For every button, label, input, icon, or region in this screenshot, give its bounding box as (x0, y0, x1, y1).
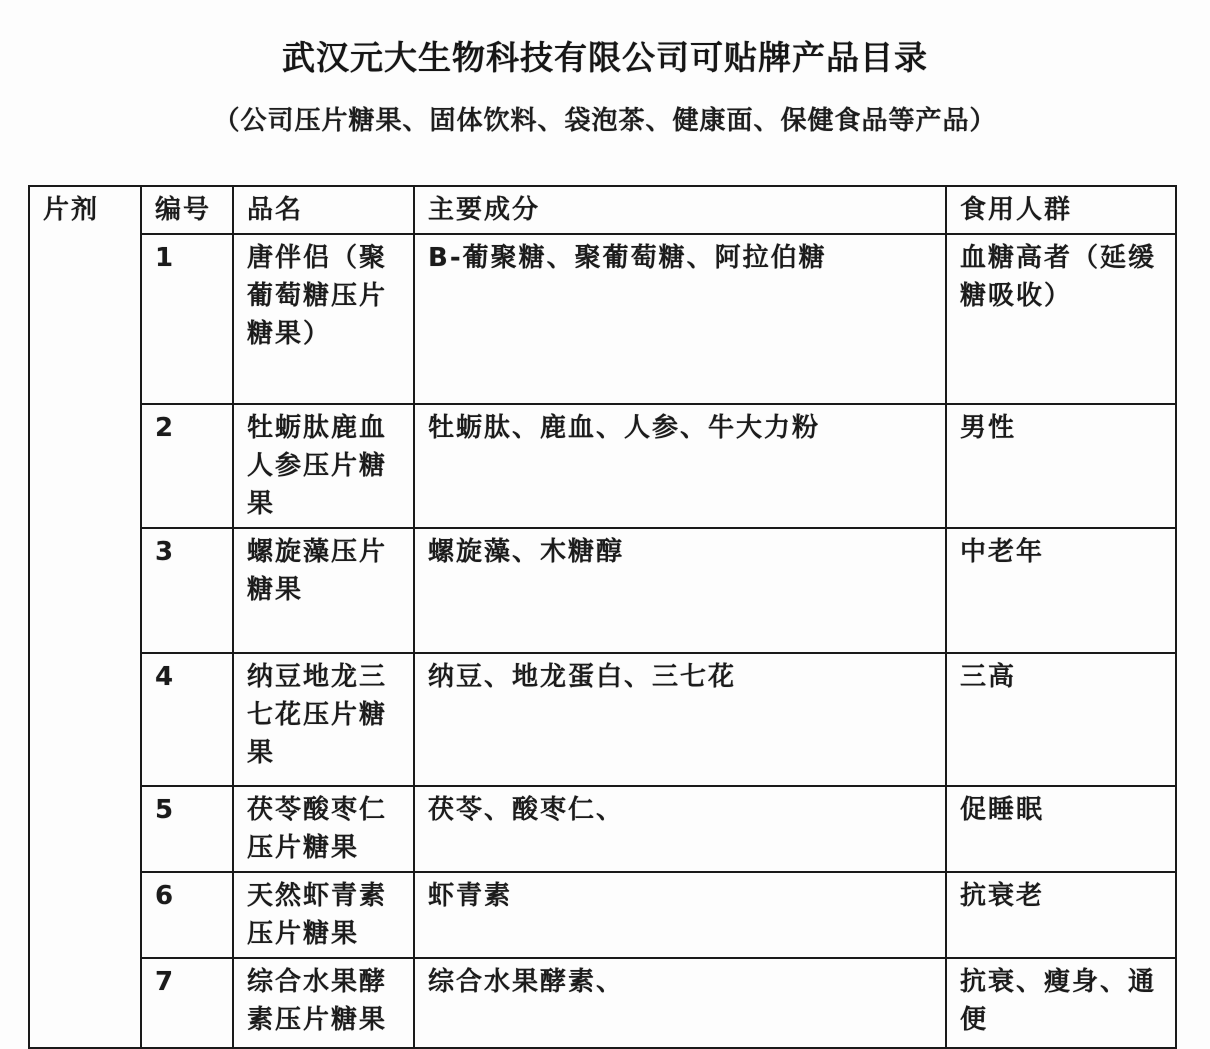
cell-id: 2 (141, 404, 233, 528)
table-row (29, 786, 1176, 872)
cell-audience: 抗衰、瘦身、通便 (946, 958, 1176, 1048)
table-row (29, 234, 1176, 404)
cell-ingredients: 螺旋藻、木糖醇 (414, 528, 946, 653)
cell-ingredients: B-葡聚糖、聚葡萄糖、阿拉伯糖 (414, 234, 946, 404)
cell-id: 5 (141, 786, 233, 872)
cell-id: 1 (141, 234, 233, 404)
cell-id: 6 (141, 872, 233, 958)
table-row (29, 958, 1176, 1048)
column-header-name: 品名 (233, 186, 414, 234)
column-header-id: 编号 (141, 186, 233, 234)
cell-audience: 男性 (946, 404, 1176, 528)
cell-id: 4 (141, 653, 233, 786)
cell-audience: 三高 (946, 653, 1176, 786)
cell-name: 茯苓酸枣仁压片糖果 (233, 786, 414, 872)
cell-ingredients: 牡蛎肽、鹿血、人参、牛大力粉 (414, 404, 946, 528)
cell-audience: 抗衰老 (946, 872, 1176, 958)
cell-ingredients: 虾青素 (414, 872, 946, 958)
document-subtitle: （公司压片糖果、固体饮料、袋泡茶、健康面、保健食品等产品） (213, 106, 997, 136)
category-cell-tablets: 片剂 (29, 186, 141, 1048)
cell-ingredients: 综合水果酵素、 (414, 958, 946, 1048)
cell-name: 牡蛎肽鹿血人参压片糖果 (233, 404, 414, 528)
column-header-audience: 食用人群 (946, 186, 1176, 234)
product-catalog-table (28, 185, 1177, 1049)
cell-audience: 中老年 (946, 528, 1176, 653)
column-header-ingredients: 主要成分 (414, 186, 946, 234)
cell-name: 唐伴侣（聚葡萄糖压片糖果） (233, 234, 414, 404)
cell-name: 纳豆地龙三七花压片糖果 (233, 653, 414, 786)
document-title: 武汉元大生物科技有限公司可贴牌产品目录 (282, 38, 928, 77)
cell-name: 螺旋藻压片糖果 (233, 528, 414, 653)
cell-audience: 血糖高者（延缓糖吸收） (946, 234, 1176, 404)
cell-ingredients: 纳豆、地龙蛋白、三七花 (414, 653, 946, 786)
cell-ingredients: 茯苓、酸枣仁、 (414, 786, 946, 872)
table-header-row (29, 186, 1176, 234)
cell-name: 天然虾青素压片糖果 (233, 872, 414, 958)
table-row (29, 653, 1176, 786)
table-row (29, 404, 1176, 528)
table-row (29, 872, 1176, 958)
cell-name: 综合水果酵素压片糖果 (233, 958, 414, 1048)
cell-audience: 促睡眠 (946, 786, 1176, 872)
cell-id: 7 (141, 958, 233, 1048)
table-row (29, 528, 1176, 653)
cell-id: 3 (141, 528, 233, 653)
